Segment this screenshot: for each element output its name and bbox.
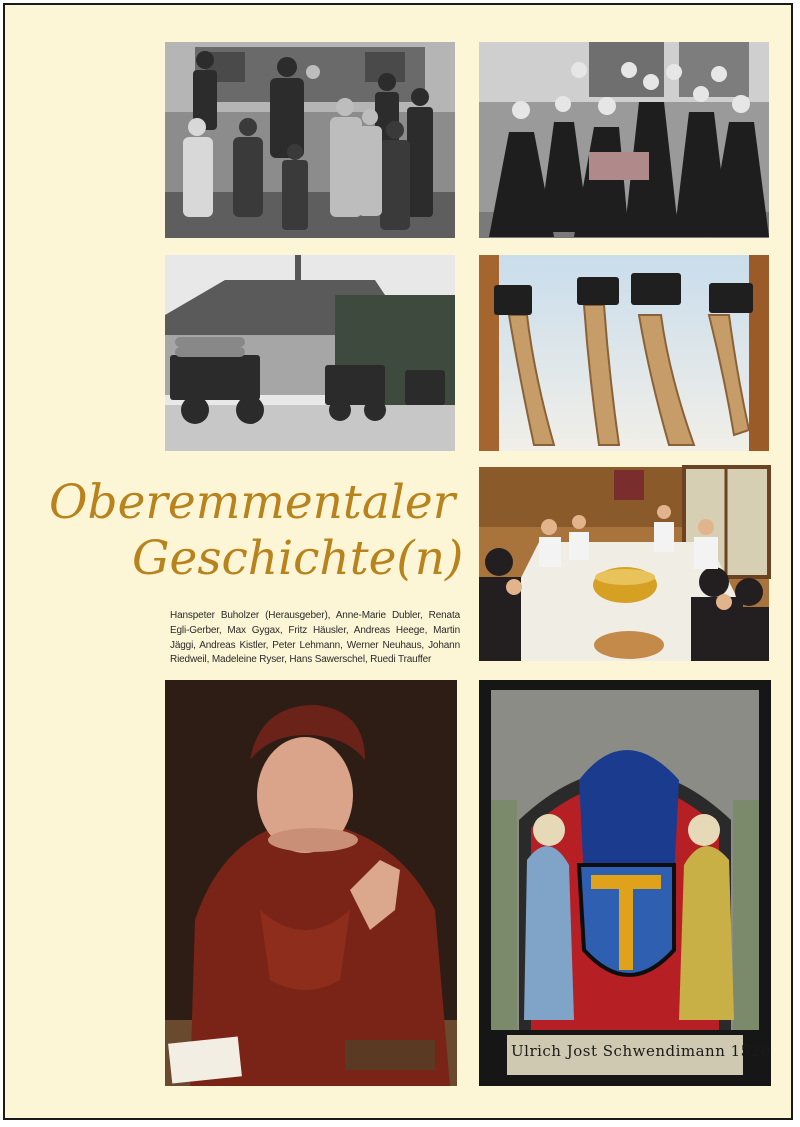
book-title: [49, 475, 469, 587]
window-inscription: Ulrich Jost Schwendimann 1520: [511, 1042, 771, 1060]
dining-scene-photo: [479, 467, 769, 661]
factory-trucks-photo: [165, 255, 455, 451]
museum-exhibit-photo: [479, 255, 769, 451]
title-line-2: Geschichte(n): [132, 531, 464, 586]
title-line-1: Oberemmentaler: [49, 475, 456, 530]
book-cover: [3, 3, 793, 1120]
portrait-painting: [165, 680, 457, 1086]
women-costume-photo: [479, 42, 769, 238]
author-list: Hanspeter Buholzer (Herausgeber), Anne-Marie Dubler, Renata Egli-Gerber, Max Gygax, Fritz Häusler, Andreas Heege, Martin Jäggi, Andreas Kistler, Peter Lehmann, Werner Neuhaus, Johann Riedweil, Madeleine Ryser, Hans Sawerschel, Ruedi Trauffer: [170, 610, 460, 666]
family-group-photo: [165, 42, 455, 238]
stained-glass-window: [479, 680, 771, 1086]
